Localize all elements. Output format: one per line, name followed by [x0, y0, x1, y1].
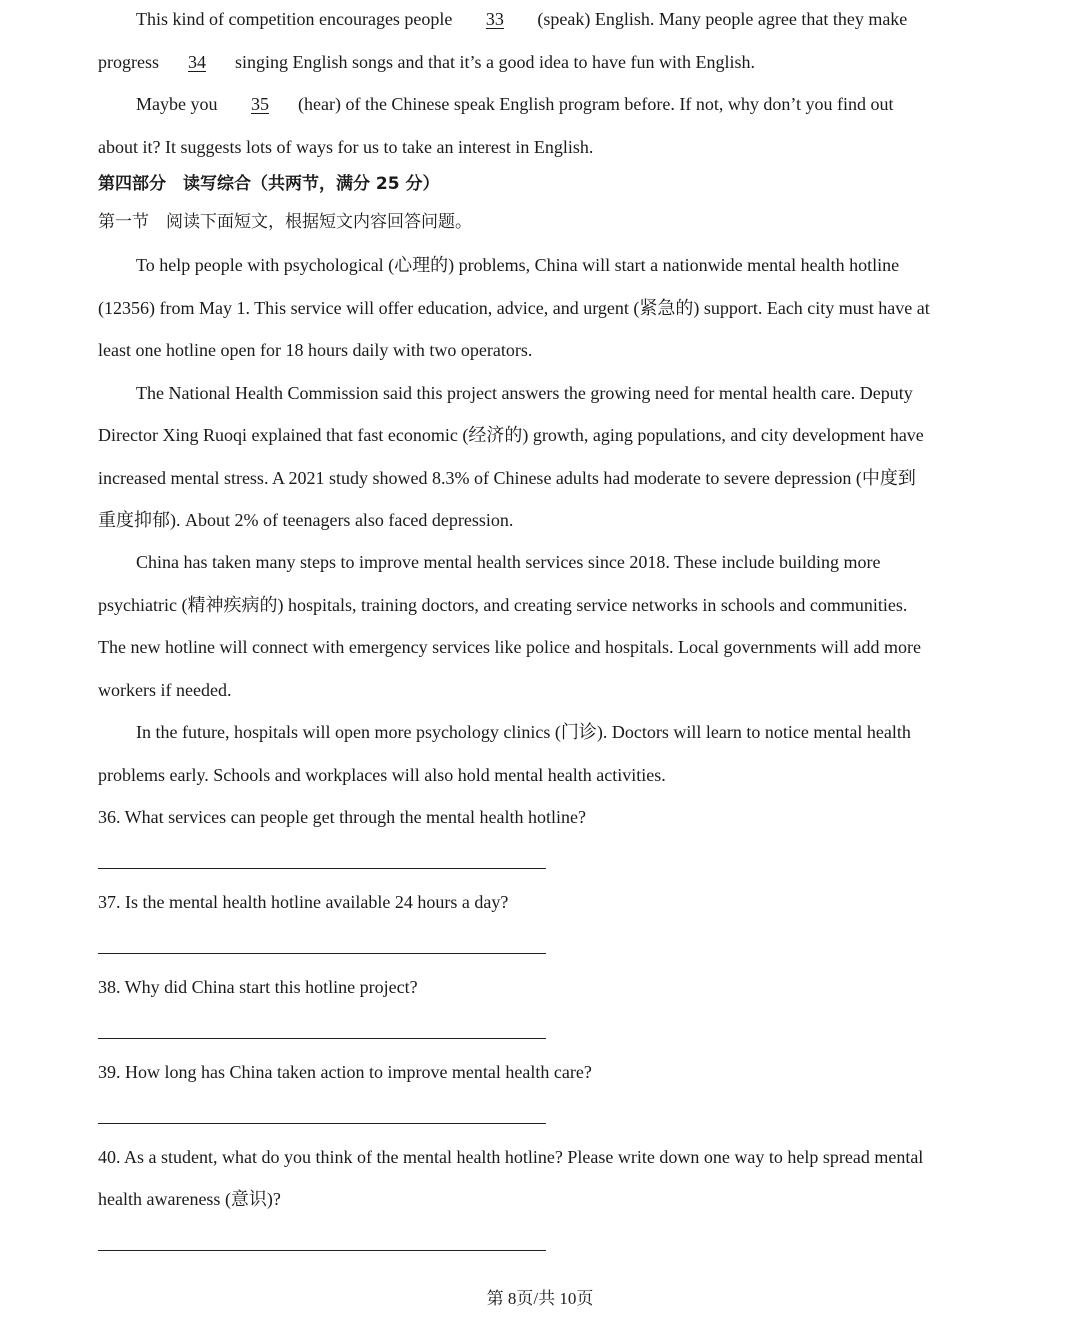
- passage-line: problems early. Schools and workplaces will also hold mental health activities.: [98, 765, 666, 785]
- answer-line-36[interactable]: [98, 868, 546, 869]
- blank-35: [222, 92, 294, 116]
- passage-line: Director Xing Ruoqi explained that fast economic (经济的) growth, aging populations, and city development have: [98, 425, 924, 445]
- passage-line: least one hotline open for 18 hours daily with two operators.: [98, 340, 533, 360]
- passage-line: psychiatric (精神疾病的) hospitals, training doctors, and creating service networks in schools and communities.: [98, 595, 908, 615]
- blank-35-number: 35: [250, 94, 269, 114]
- question-38: 38. Why did China start this hotline project?: [98, 977, 418, 997]
- question-39: 39. How long has China taken action to improve mental health care?: [98, 1062, 592, 1082]
- cloze-text: Maybe you: [136, 94, 222, 114]
- answer-line-40[interactable]: [98, 1250, 546, 1251]
- passage-line: China has taken many steps to improve mental health services since 2018. These include building more: [136, 552, 881, 572]
- blank-33: [457, 7, 533, 31]
- cloze-line-3: [136, 92, 894, 116]
- section-subtitle: 第一节 阅读下面短文，根据短文内容回答问题。: [98, 212, 472, 232]
- blank-33-number: 33: [485, 9, 504, 29]
- section-title: 第四部分 读写综合（共两节，满分 25 分）: [98, 174, 440, 194]
- passage-line: The new hotline will connect with emergency services like police and hospitals. Local governments will add more: [98, 637, 921, 657]
- answer-line-37[interactable]: [98, 953, 546, 954]
- passage-line: workers if needed.: [98, 680, 232, 700]
- passage-line: (12356) from May 1. This service will offer education, advice, and urgent (紧急的) support. Each city must have at: [98, 298, 930, 318]
- passage-line: increased mental stress. A 2021 study showed 8.3% of Chinese adults had moderate to severe depression (中度到: [98, 468, 916, 488]
- answer-line-39[interactable]: [98, 1123, 546, 1124]
- cloze-line-1: [136, 7, 907, 31]
- page-number: 第 8页/共 10页: [486, 1289, 594, 1308]
- passage-line: To help people with psychological (心理的) problems, China will start a nationwide mental health hotline: [136, 255, 900, 275]
- question-40: 40. As a student, what do you think of the mental health hotline? Please write down one way to help spread mental: [98, 1147, 924, 1167]
- passage-line: The National Health Commission said this project answers the growing need for mental health care. Deputy: [136, 383, 913, 403]
- cloze-text: This kind of competition encourages people: [136, 9, 457, 29]
- answer-line-38[interactable]: [98, 1038, 546, 1039]
- cloze-text: (hear) of the Chinese speak English program before. If not, why don’t you find out: [293, 94, 894, 114]
- cloze-text: singing English songs and that it’s a good idea to have fun with English.: [230, 52, 755, 72]
- cloze-line-2: [98, 50, 755, 74]
- question-36: 36. What services can people get through the mental health hotline?: [98, 807, 587, 827]
- passage-line: In the future, hospitals will open more psychology clinics (门诊). Doctors will learn to notice mental health: [136, 722, 911, 742]
- blank-34-number: 34: [188, 52, 206, 72]
- cloze-line-4: about it? It suggests lots of ways for us to take an interest in English.: [98, 137, 594, 157]
- question-37: 37. Is the mental health hotline available 24 hours a day?: [98, 892, 509, 912]
- cloze-text: (speak) English. Many people agree that they make: [532, 9, 908, 29]
- passage-line: 重度抑郁). About 2% of teenagers also faced depression.: [98, 510, 514, 530]
- blank-34: [164, 50, 231, 74]
- cloze-text: progress: [98, 52, 164, 72]
- question-40-cont: health awareness (意识)?: [98, 1189, 281, 1209]
